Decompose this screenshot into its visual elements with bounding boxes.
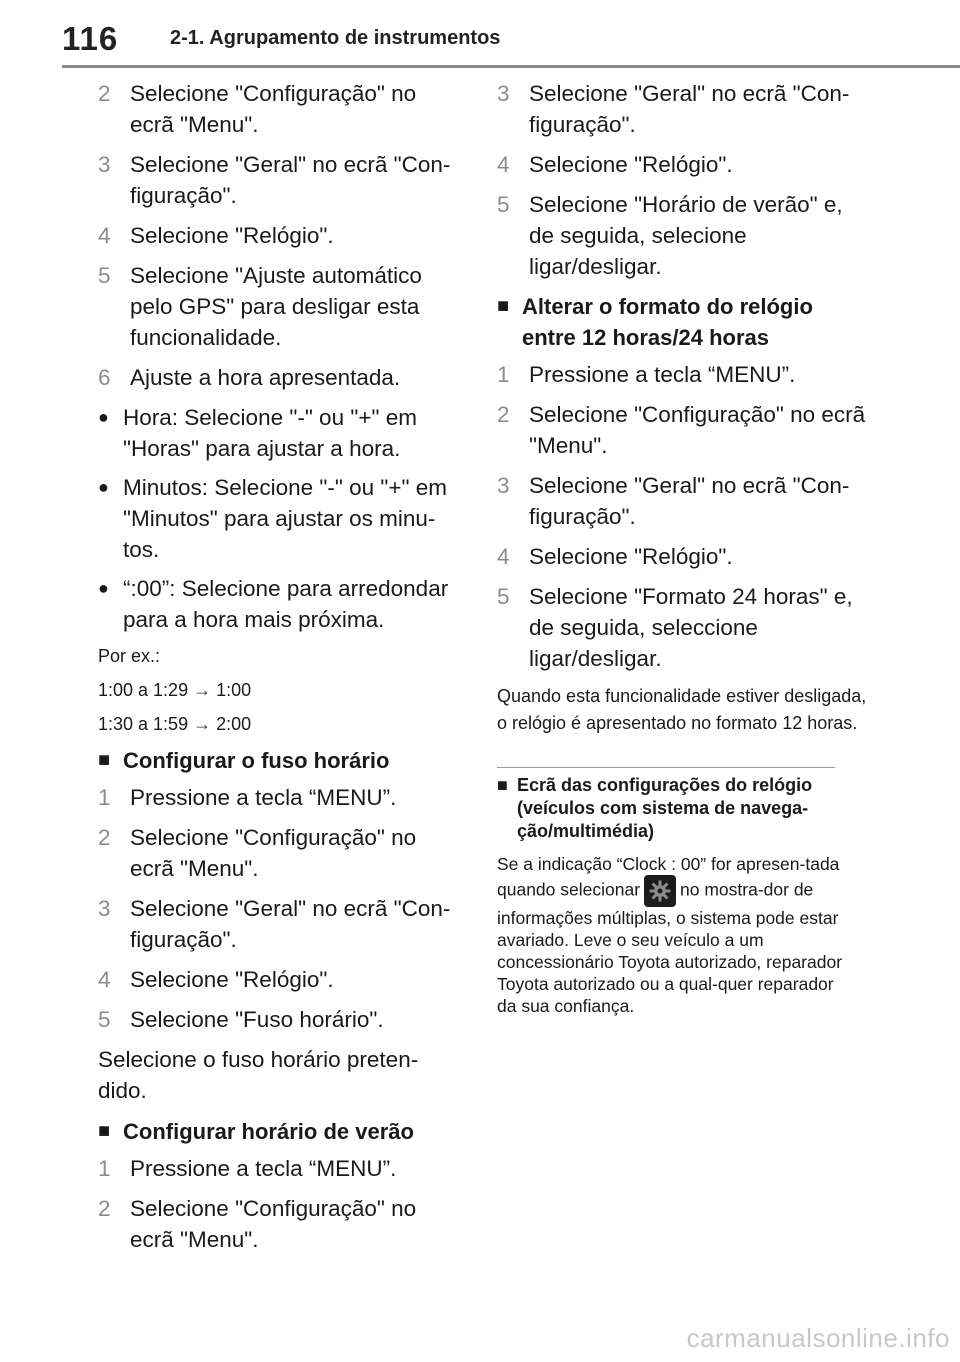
step-number: 5: [98, 263, 111, 288]
section-heading: [98, 1116, 463, 1147]
step-text: Selecione "Relógio".: [130, 967, 334, 992]
step: [98, 822, 463, 884]
page-number: 116: [62, 20, 119, 57]
bullet-dot-icon: ●: [98, 578, 109, 598]
section-title: 2-1. Agrupamento de instrumentos: [170, 27, 501, 49]
step-number: 2: [98, 81, 111, 106]
note-subheading: [497, 774, 867, 843]
step: [98, 1153, 463, 1184]
step: [98, 964, 463, 995]
bullet-dot-icon: ●: [98, 477, 109, 497]
step-text: Selecione "Configuração" no ecrã "Menu".: [130, 81, 417, 137]
step: [98, 78, 463, 140]
gear-icon: [644, 875, 676, 907]
step-text: Selecione "Geral" no ecrã "Con-figuração".: [529, 81, 850, 137]
left-column: [98, 78, 463, 1264]
step-number: 4: [98, 223, 111, 248]
step-number: 2: [98, 1196, 111, 1221]
heading-text: Configurar o fuso horário: [123, 748, 390, 773]
example-to: 2:00: [216, 714, 252, 734]
example-line: [98, 677, 463, 703]
arrow-right-icon: →: [193, 714, 212, 734]
example-label: Por ex.:: [98, 646, 161, 666]
example-line: [98, 711, 463, 737]
square-bullet-icon: ■: [98, 1120, 111, 1142]
subheading-text: Ecrã das configurações do relógio (veículos com sistema de navega-ção/multimédia): [517, 775, 813, 841]
step-text: Selecione "Configuração" no ecrã "Menu".: [130, 1196, 417, 1252]
step-number: 5: [98, 1007, 111, 1032]
step: [497, 541, 867, 572]
note-divider: [497, 767, 835, 768]
bullet-dot-icon: ●: [98, 407, 109, 427]
step: [98, 782, 463, 813]
step: [497, 78, 867, 140]
bullet-item: [98, 402, 463, 464]
step: [98, 149, 463, 211]
note-text-before: Se a indicação “Clock : 00” for apresen-tada quando selecionar: [497, 854, 840, 900]
step-number: 4: [497, 152, 510, 177]
step: [98, 1004, 463, 1035]
heading-text: Alterar o formato do relógio entre 12 horas/24 horas: [522, 294, 813, 350]
step-text: Selecione "Formato 24 horas" e, de seguida, seleccione ligar/desligar.: [529, 584, 853, 671]
step-text: Pressione a tecla “MENU”.: [130, 785, 397, 810]
step-text: Ajuste a hora apresentada.: [130, 365, 401, 390]
step: [98, 893, 463, 955]
bullet-text: “:00”: Selecione para arredondar para a hora mais próxima.: [123, 576, 449, 632]
step-number: 2: [98, 825, 111, 850]
square-bullet-icon: ■: [497, 775, 508, 795]
display-note: [497, 853, 857, 1017]
watermark-logo: carmanualsonline.info: [686, 1323, 950, 1353]
paragraph: Selecione o fuso horário preten-dido.: [98, 1047, 419, 1103]
step-text: Pressione a tecla “MENU”.: [529, 362, 796, 387]
right-column: [497, 78, 867, 1017]
step-text: Pressione a tecla “MENU”.: [130, 1156, 397, 1181]
step-text: Selecione "Horário de verão" e, de seguida, selecione ligar/desligar.: [529, 192, 843, 279]
step-number: 6: [98, 365, 111, 390]
step-number: 3: [98, 152, 111, 177]
step: [497, 189, 867, 282]
step: [98, 362, 463, 393]
bullet-text: Hora: Selecione "-" ou "+" em "Horas" para ajustar a hora.: [123, 405, 417, 461]
step: [98, 1193, 463, 1255]
note-text-after: no mostra-dor de informações múltiplas, o sistema pode estar avariado. Leve o seu veículo a um concessionário Toyota autorizado, reparador Toyota autorizado ou a qual-quer reparador da sua confiança.: [497, 879, 843, 1016]
header-divider: [62, 65, 960, 68]
step-text: Selecione "Geral" no ecrã "Con-figuração".: [529, 473, 850, 529]
step: [98, 260, 463, 353]
step-text: Selecione "Relógio".: [529, 152, 733, 177]
arrow-right-icon: →: [193, 680, 212, 700]
step: [497, 470, 867, 532]
step: [497, 359, 867, 390]
bullet-item: [98, 472, 463, 565]
square-bullet-icon: ■: [98, 749, 111, 771]
bullet-item: [98, 573, 463, 635]
step-number: 3: [98, 896, 111, 921]
example-from: 1:30 a 1:59: [98, 714, 189, 734]
step: [497, 581, 867, 674]
step-number: 3: [497, 473, 510, 498]
page-header: [0, 0, 960, 70]
step-number: 1: [98, 1156, 111, 1181]
step-text: Selecione "Fuso horário".: [130, 1007, 384, 1032]
step-number: 5: [497, 192, 510, 217]
step-text: Selecione "Relógio".: [130, 223, 334, 248]
step-number: 4: [497, 544, 510, 569]
step: [98, 220, 463, 251]
step-number: 5: [497, 584, 510, 609]
section-heading: [497, 291, 867, 353]
format-note: Quando esta funcionalidade estiver desligada, o relógio é apresentado no formato 12 horas.: [497, 686, 867, 733]
step-text: Selecione "Geral" no ecrã "Con-figuração".: [130, 896, 451, 952]
section-heading: [98, 745, 463, 776]
step-text: Selecione "Configuração" no ecrã "Menu".: [529, 402, 866, 458]
step-number: 2: [497, 402, 510, 427]
heading-text: Configurar horário de verão: [123, 1119, 414, 1144]
step-number: 4: [98, 967, 111, 992]
step-text: Selecione "Configuração" no ecrã "Menu".: [130, 825, 417, 881]
step-text: Selecione "Relógio".: [529, 544, 733, 569]
step: [497, 149, 867, 180]
step-text: Selecione "Geral" no ecrã "Con-figuração".: [130, 152, 451, 208]
square-bullet-icon: ■: [497, 295, 510, 317]
step: [497, 399, 867, 461]
step-number: 1: [98, 785, 111, 810]
step-text: Selecione "Ajuste automático pelo GPS" para desligar esta funcionalidade.: [130, 263, 422, 350]
example-from: 1:00 a 1:29: [98, 680, 189, 700]
step-number: 1: [497, 362, 510, 387]
step-number: 3: [497, 81, 510, 106]
bullet-text: Minutos: Selecione "-" ou "+" em "Minutos" para ajustar os minu-tos.: [123, 475, 447, 562]
example-to: 1:00: [216, 680, 252, 700]
